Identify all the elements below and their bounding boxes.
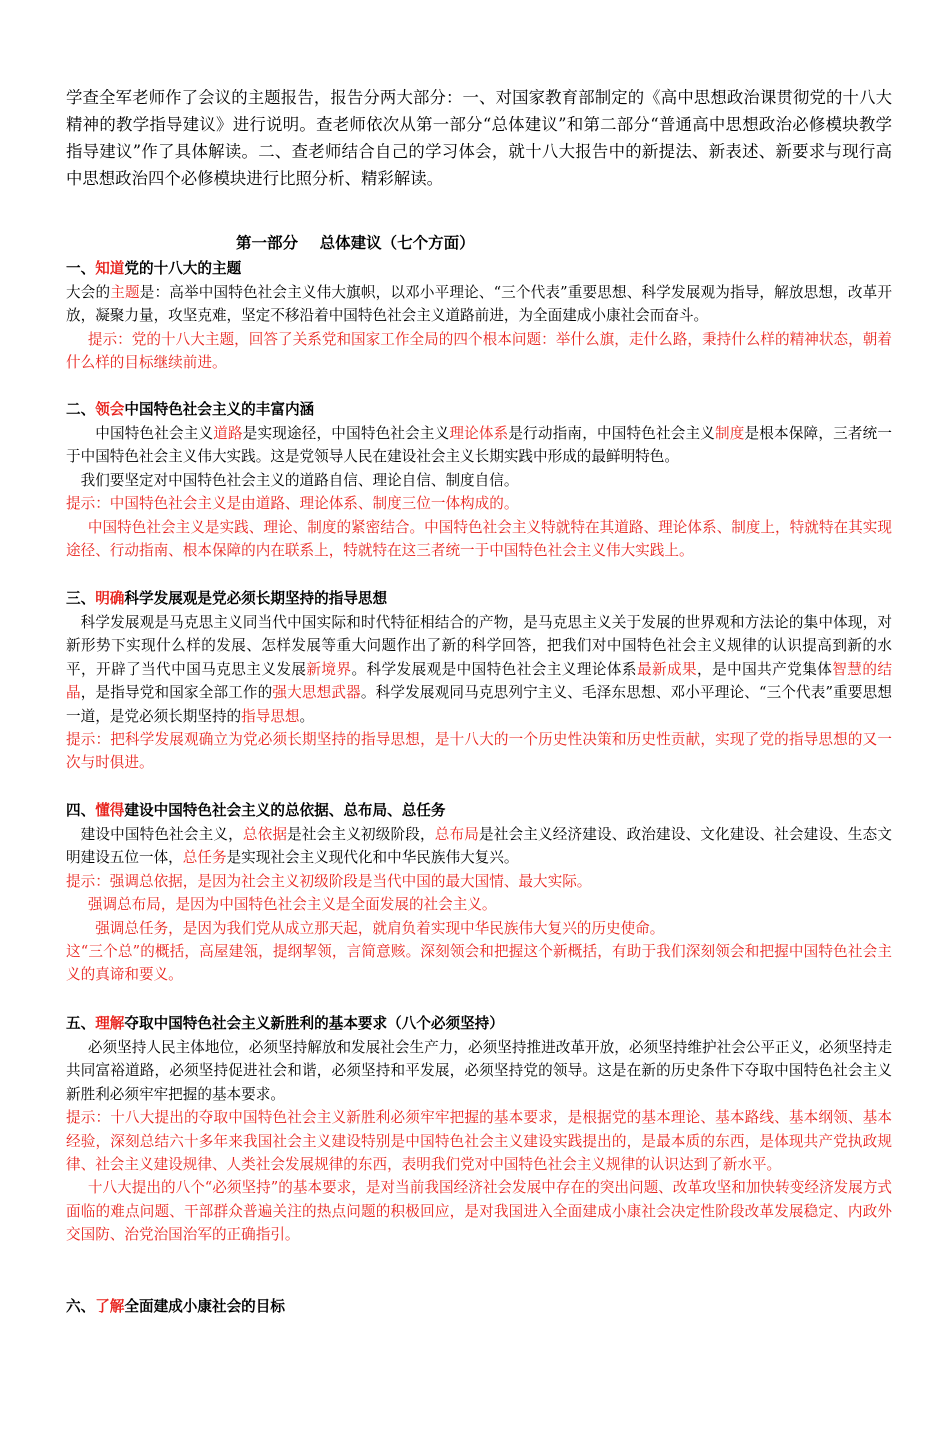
section-5-tip-1: 提示：十八大提出的夺取中国特色社会主义新胜利必须牢牢把握的基本要求，是根据党的基本理论、基本路线、基本纲领、基本经验，深刻总结六十多年来我国社会主义建设特别是中国特色社会主义建设实践提出的，是最本质的东西，是体现共产党执政规律、社会主义建设规律、人类社会发展规律的东西，表明我们党对中国特色社会主义规律的认识达到了新水平。	[66, 1109, 892, 1174]
section-4	[66, 801, 892, 987]
part-title: 第一部分 总体建议（七个方面）	[236, 233, 475, 252]
section-1-body: 大会的主题是：高举中国特色社会主义伟大旗帜，以邓小平理论、“三个代表”重要思想、科学发展观为指导，解放思想，改革开放，凝聚力量，攻坚克难，坚定不移沿着中国特色社会主义道路前进，为全面建成小康社会而奋斗。	[66, 284, 892, 325]
section-5-heading: 五、理解夺取中国特色社会主义新胜利的基本要求（八个必须坚持）	[66, 1015, 504, 1032]
section-2-body: 中国特色社会主义道路是实现途径，中国特色社会主义理论体系是行动指南，中国特色社会主义制度是根本保障，三者统一于中国特色社会主义伟大实践。这是党领导人民在建设社会主义长期实践中形成的最鲜明特色。	[66, 425, 892, 466]
section-1-tip: 提示：党的十八大主题，回答了关系党和国家工作全局的四个根本问题：举什么旗，走什么路，秉持什么样的精神状态，朝着什么样的目标继续前进。	[66, 330, 892, 372]
section-3-body: 科学发展观是马克思主义同当代中国实际和时代特征相结合的产物，是马克思主义关于发展的世界观和方法论的集中体现，对新形势下实现什么样的发展、怎样发展等重大问题作出了新的科学回答，把我们对中国特色社会主义规律的认识提高到新的水平，开辟了当代中国马克思主义发展新境界。科学发展观是中国特色社会主义理论体系最新成果，是中国共产党集体智慧的结晶，是指导党和国家全部工作的强大思想武器。科学发展观同马克思列宁主义、毛泽东思想、邓小平理论、“三个代表”重要思想一道，是党必须长期坚持的指导思想。	[66, 614, 892, 725]
section-1-keyword: 知道	[95, 260, 125, 277]
section-4-body: 建设中国特色社会主义，总依据是社会主义初级阶段，总布局是社会主义经济建设、政治建设、文化建设、社会建设、生态文明建设五位一体，总任务是实现社会主义现代化和中华民族伟大复兴。	[66, 826, 892, 867]
section-3-keyword: 明确	[95, 590, 125, 607]
section-3-tip: 提示：把科学发展观确立为党必须长期坚持的指导思想，是十八大的一个历史性决策和历史性贡献，实现了党的指导思想的又一次与时俱进。	[66, 731, 892, 772]
section-4-tip-1: 提示：强调总依据，是因为社会主义初级阶段是当代中国的最大国情、最大实际。	[66, 872, 592, 890]
section-1	[66, 259, 892, 375]
section-2-heading: 二、领会中国特色社会主义的丰富内涵	[66, 401, 315, 418]
section-5-tip-2: 十八大提出的八个“必须坚持”的基本要求，是对当前我国经济社会发展中存在的突出问题、改革攻坚和加快转变经济发展方式面临的难点问题、干部群众普遍关注的热点问题的积极回应，是对我国进入全面建成小康社会决定性阶段改革发展稳定、内政外交国防、治党治国治军的正确指引。	[66, 1179, 892, 1244]
section-2	[66, 400, 892, 562]
section-4-heading: 四、懂得建设中国特色社会主义的总依据、总布局、总任务	[66, 802, 446, 819]
section-3	[66, 589, 892, 775]
section-6-keyword: 了解	[95, 1298, 125, 1315]
section-4-keyword: 懂得	[95, 802, 125, 819]
section-6	[66, 1297, 892, 1319]
section-5-body: 必须坚持人民主体地位，必须坚持解放和发展社会生产力，必须坚持推进改革开放，必须坚持维护社会公平正义，必须坚持走共同富裕道路，必须坚持促进社会和谐，必须坚持和平发展，必须坚持党的领导。这是在新的历史条件下夺取中国特色社会主义新胜利必须牢牢把握的基本要求。	[66, 1039, 892, 1103]
section-5-keyword: 理解	[95, 1015, 125, 1032]
section-3-heading: 三、明确科学发展观是党必须长期坚持的指导思想	[66, 590, 388, 607]
section-4-tip-2: 强调总布局，是因为中国特色社会主义是全面发展的社会主义。	[87, 896, 497, 914]
section-5	[66, 1014, 892, 1247]
section-2-tip-1: 提示：中国特色社会主义是由道路、理论体系、制度三位一体构成的。	[66, 495, 519, 513]
intro-paragraph: 学查全军老师作了会议的主题报告，报告分两大部分：一、对国家教育部制定的《高中思想政治课贯彻党的十八大精神的教学指导建议》进行说明。查老师依次从第一部分“总体建议”和第二部分“普通高中思想政治必修模块教学指导建议”作了具体解读。二、查老师结合自己的学习体会，就十八大报告中的新提法、新表述、新要求与现行高中思想政治四个必修模块进行比照分析、精彩解读。	[66, 88, 892, 188]
section-4-tip-4: 这“三个总”的概括，高屋建瓴，提纲挈领，言简意赅。深刻领会和把握这个新概括，有助于我们深刻领会和把握中国特色社会主义的真谛和要义。	[66, 943, 892, 984]
section-1-heading: 一、知道党的十八大的主题	[66, 260, 242, 277]
section-4-tip-3: 强调总任务，是因为我们党从成立那天起，就肩负着实现中华民族伟大复兴的历史使命。	[95, 919, 665, 937]
section-2-keyword: 领会	[95, 401, 125, 418]
section-2-tip-2: 中国特色社会主义是实践、理论、制度的紧密结合。中国特色社会主义特就特在其道路、理论体系、制度上，特就特在其实现途径、行动指南、根本保障的内在联系上，特就特在这三者统一于中国特色社会主义伟大实践上。	[66, 518, 892, 560]
section-2-body-2: 我们要坚定对中国特色社会主义的道路自信、理论自信、制度自信。	[80, 471, 519, 489]
section-6-heading: 六、了解全面建成小康社会的目标	[66, 1298, 285, 1315]
